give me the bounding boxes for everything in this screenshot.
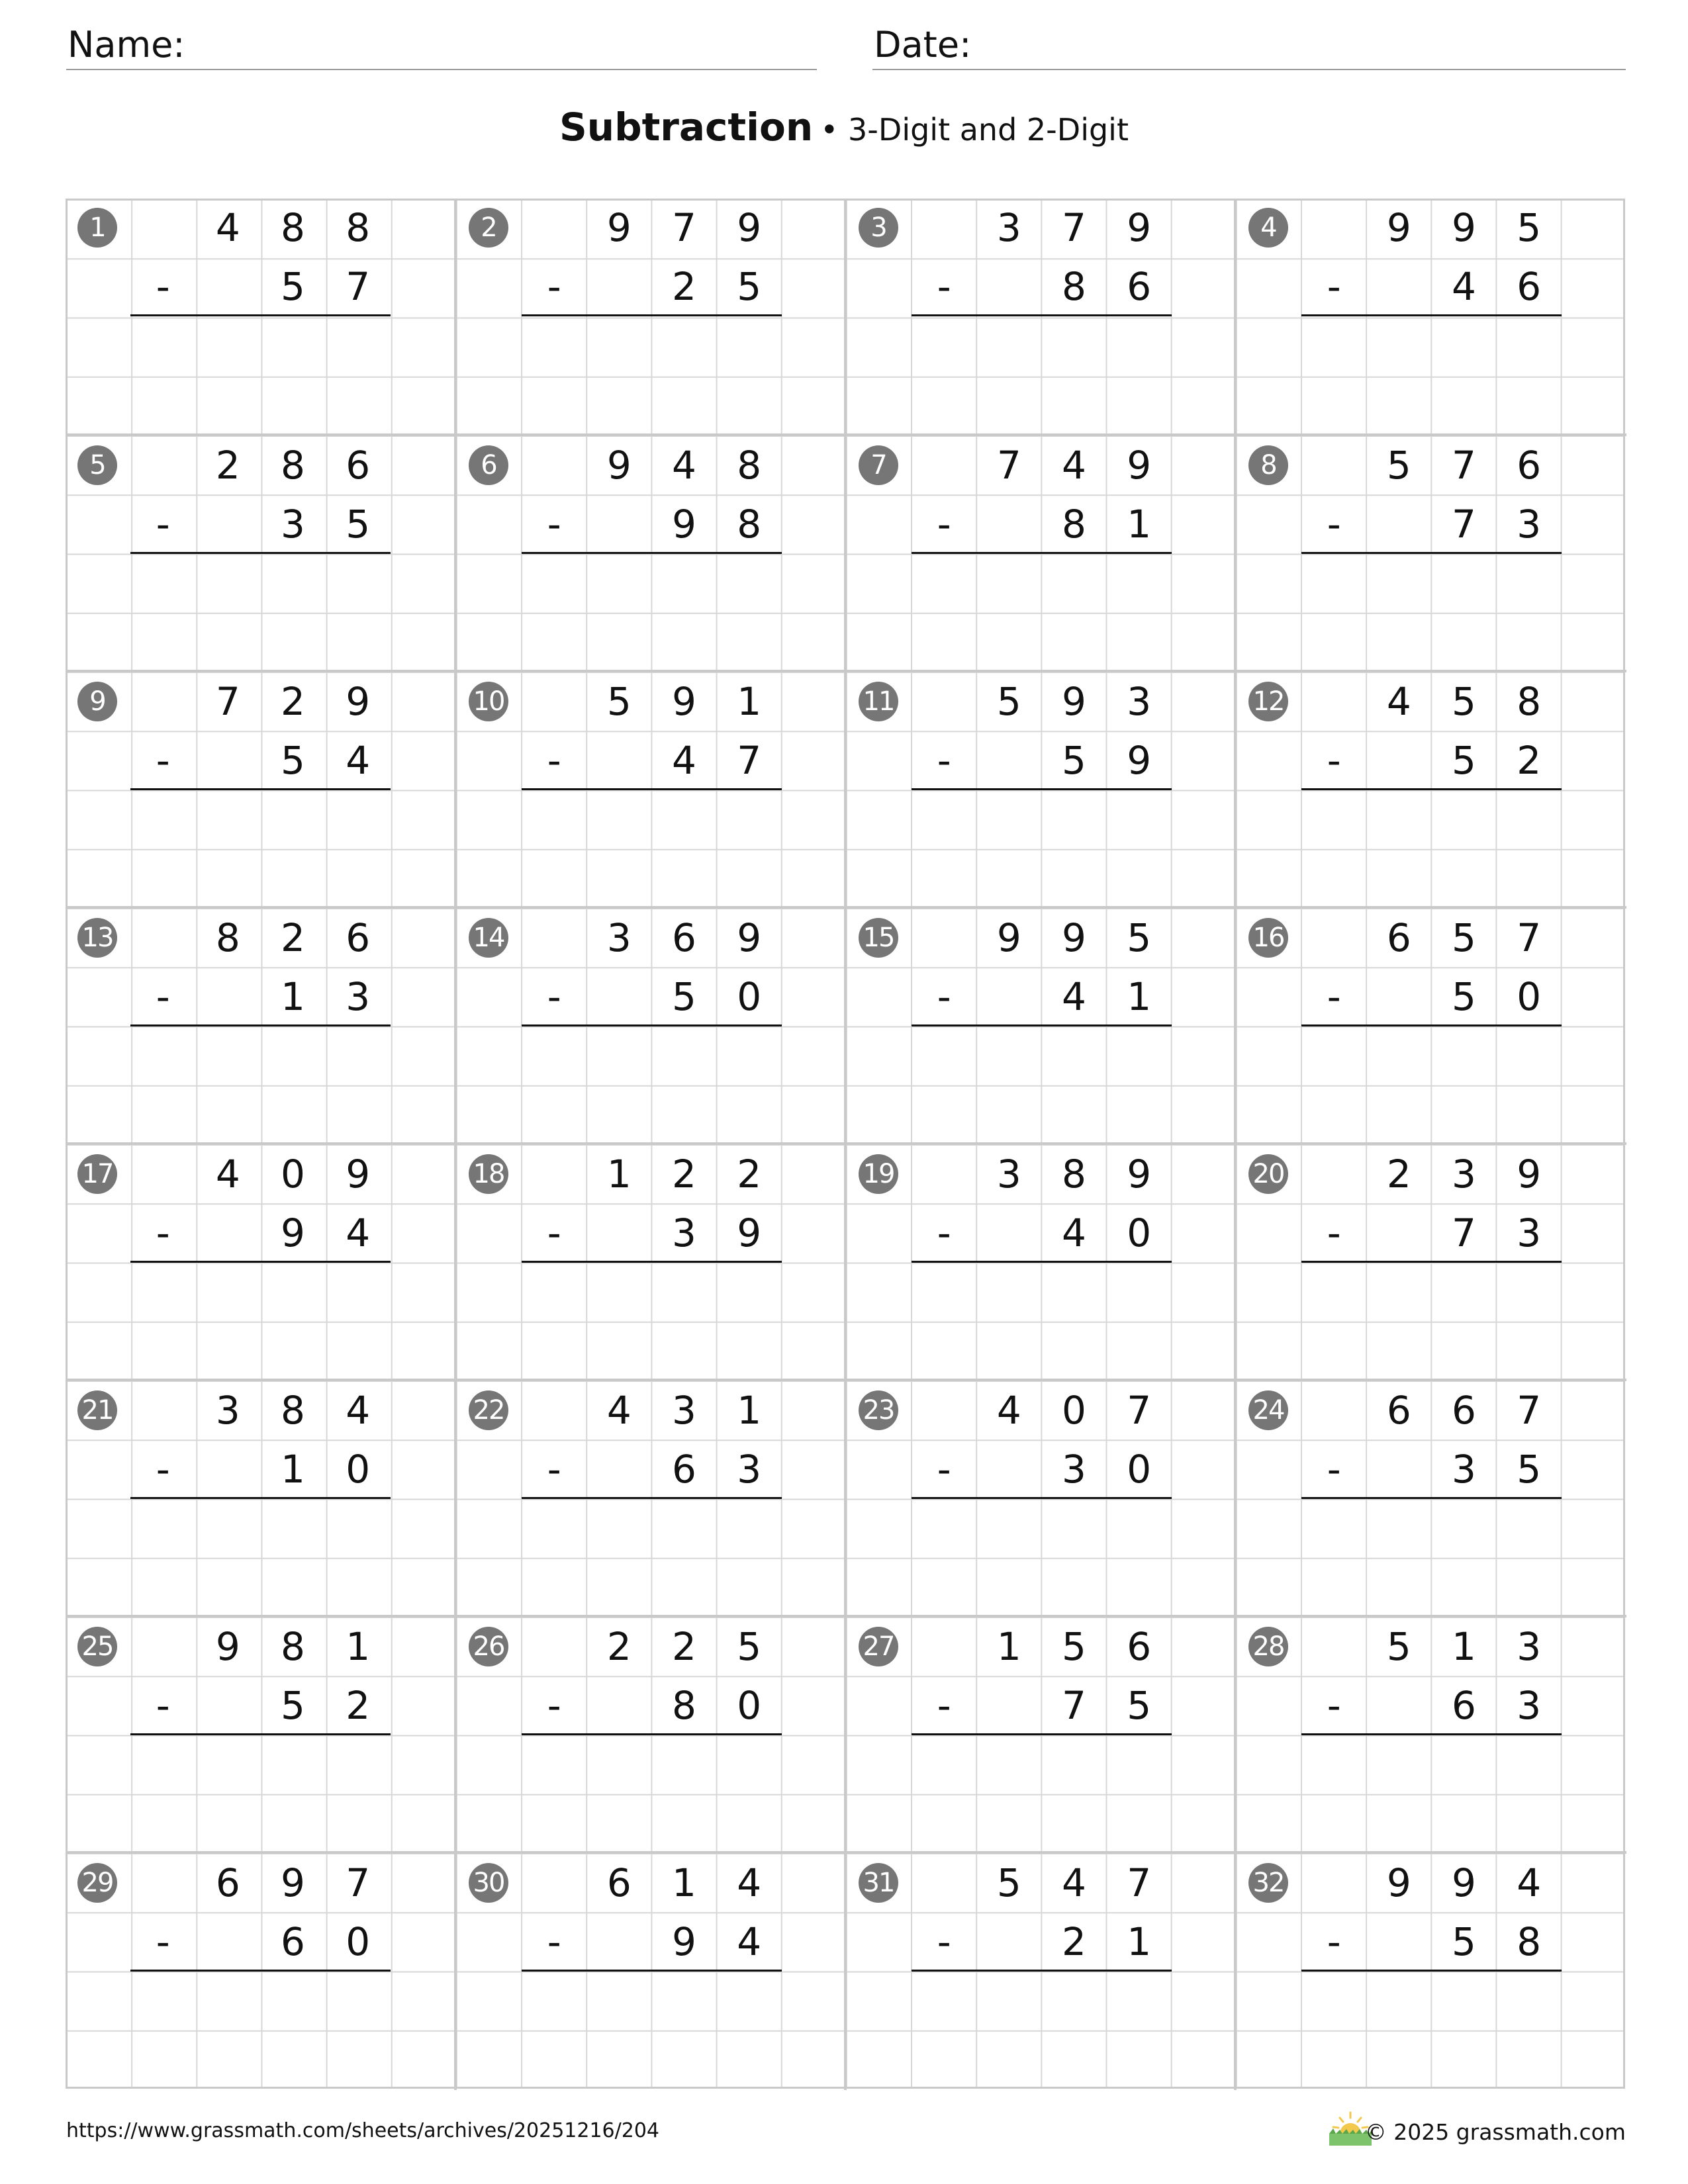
minuend-digit: 8 bbox=[1062, 1152, 1086, 1197]
problem-block bbox=[844, 670, 1237, 909]
minus-sign: - bbox=[937, 738, 951, 784]
subtrahend-digit: 5 bbox=[737, 264, 762, 310]
minuend-digit: 7 bbox=[215, 679, 240, 724]
subtrahend-digit: 6 bbox=[1452, 1683, 1476, 1729]
minuend-digit: 8 bbox=[281, 1388, 305, 1433]
problem-block bbox=[844, 906, 1237, 1145]
minuend-digit: 3 bbox=[1452, 1152, 1476, 1197]
problem-block bbox=[1234, 199, 1626, 435]
problem-block bbox=[66, 906, 455, 1145]
minuend-digit: 4 bbox=[1386, 679, 1411, 724]
subtrahend-digit: 6 bbox=[1127, 264, 1152, 310]
subtrahend-digit: 0 bbox=[737, 974, 762, 1020]
answer-line bbox=[522, 314, 782, 316]
minuend-digit: 9 bbox=[1062, 679, 1086, 724]
minuend-digit: 6 bbox=[1386, 1388, 1411, 1433]
minuend-digit: 7 bbox=[1517, 1388, 1542, 1433]
minuend-digit: 7 bbox=[346, 1860, 371, 1905]
problem-number-badge: 13 bbox=[77, 918, 117, 958]
worksheet-title-row bbox=[0, 105, 1688, 150]
problem-block bbox=[66, 1851, 455, 2090]
subtrahend-digit: 0 bbox=[1127, 1210, 1152, 1256]
minuend-digit: 9 bbox=[1517, 1152, 1542, 1197]
minuend-digit: 7 bbox=[1517, 915, 1542, 960]
minuend-digit: 7 bbox=[1452, 443, 1476, 488]
minuend-digit: 6 bbox=[215, 1860, 240, 1905]
subtrahend-digit: 0 bbox=[346, 1919, 371, 1965]
answer-line bbox=[1301, 1497, 1562, 1499]
subtrahend-digit: 3 bbox=[346, 974, 371, 1020]
minuend-digit: 7 bbox=[672, 205, 696, 250]
answer-line bbox=[1301, 1261, 1562, 1263]
subtrahend-digit: 7 bbox=[1062, 1683, 1086, 1729]
subtrahend-digit: 5 bbox=[1127, 1683, 1152, 1729]
minus-sign: - bbox=[1327, 1210, 1341, 1256]
minuend-digit: 9 bbox=[672, 679, 696, 724]
answer-line bbox=[130, 1024, 391, 1026]
problem-block bbox=[66, 1379, 455, 1617]
problem-number-badge: 15 bbox=[859, 918, 898, 958]
problem-block bbox=[454, 906, 847, 1145]
subtrahend-digit: 9 bbox=[672, 1919, 696, 1965]
minuend-digit: 9 bbox=[1386, 205, 1411, 250]
problem-number-badge: 5 bbox=[77, 445, 117, 485]
minuend-digit: 8 bbox=[346, 205, 371, 250]
answer-line bbox=[1301, 1733, 1562, 1735]
problem-block bbox=[66, 199, 455, 435]
subtrahend-digit: 2 bbox=[1062, 1919, 1086, 1965]
subtrahend-digit: 0 bbox=[1127, 1447, 1152, 1492]
problem-block bbox=[1234, 1851, 1626, 2090]
answer-line bbox=[1301, 1024, 1562, 1026]
answer-line bbox=[522, 788, 782, 790]
minuend-digit: 9 bbox=[1127, 1152, 1152, 1197]
subtrahend-digit: 9 bbox=[281, 1210, 305, 1256]
problem-number-badge: 31 bbox=[859, 1863, 898, 1903]
minuend-digit: 2 bbox=[281, 679, 305, 724]
subtrahend-digit: 3 bbox=[1452, 1447, 1476, 1492]
answer-line bbox=[522, 1261, 782, 1263]
minuend-digit: 1 bbox=[996, 1624, 1021, 1669]
minuend-digit: 6 bbox=[1452, 1388, 1476, 1433]
subtrahend-digit: 4 bbox=[346, 1210, 371, 1256]
problem-block bbox=[1234, 1615, 1626, 1854]
answer-line bbox=[522, 1497, 782, 1499]
minus-sign: - bbox=[156, 1210, 170, 1256]
minus-sign: - bbox=[937, 974, 951, 1020]
minuend-digit: 5 bbox=[1452, 679, 1476, 724]
subtrahend-digit: 2 bbox=[672, 264, 696, 310]
subtrahend-digit: 5 bbox=[1452, 974, 1476, 1020]
minuend-digit: 4 bbox=[1062, 443, 1086, 488]
minus-sign: - bbox=[156, 502, 170, 547]
minuend-digit: 3 bbox=[996, 205, 1021, 250]
minuend-digit: 2 bbox=[1386, 1152, 1411, 1197]
minuend-digit: 5 bbox=[1452, 915, 1476, 960]
subtrahend-digit: 5 bbox=[1062, 738, 1086, 784]
subtrahend-digit: 4 bbox=[672, 738, 696, 784]
problem-number-badge: 22 bbox=[469, 1390, 508, 1430]
minus-sign: - bbox=[547, 1447, 561, 1492]
minus-sign: - bbox=[937, 502, 951, 547]
problem-number-badge: 10 bbox=[469, 682, 508, 721]
problem-number-badge: 3 bbox=[859, 208, 898, 248]
problem-block bbox=[66, 433, 455, 672]
name-field[interactable] bbox=[66, 24, 817, 70]
minuend-digit: 3 bbox=[606, 915, 632, 960]
problem-block bbox=[844, 1379, 1237, 1617]
subtrahend-digit: 7 bbox=[346, 264, 371, 310]
subtrahend-digit: 8 bbox=[672, 1683, 696, 1729]
subtrahend-digit: 5 bbox=[1517, 1447, 1542, 1492]
problem-block bbox=[844, 1851, 1237, 2090]
problem-block bbox=[66, 1142, 455, 1381]
minuend-digit: 0 bbox=[1062, 1388, 1086, 1433]
minuend-digit: 5 bbox=[1386, 443, 1411, 488]
subtrahend-digit: 9 bbox=[672, 502, 696, 547]
minuend-digit: 9 bbox=[1062, 915, 1086, 960]
answer-line bbox=[912, 314, 1172, 316]
minuend-digit: 2 bbox=[215, 443, 240, 488]
minuend-digit: 3 bbox=[1127, 679, 1152, 724]
problem-number-badge: 30 bbox=[469, 1863, 508, 1903]
subtrahend-digit: 4 bbox=[346, 738, 371, 784]
minuend-digit: 9 bbox=[1127, 443, 1152, 488]
problem-block bbox=[66, 670, 455, 909]
name-label: Name: bbox=[68, 24, 185, 66]
problem-number-badge: 9 bbox=[77, 682, 117, 721]
problem-block bbox=[66, 1615, 455, 1854]
minuend-digit: 9 bbox=[1452, 1860, 1476, 1905]
problem-number-badge: 20 bbox=[1248, 1154, 1288, 1194]
subtrahend-digit: 3 bbox=[281, 502, 305, 547]
minuend-digit: 4 bbox=[737, 1860, 762, 1905]
minus-sign: - bbox=[156, 264, 170, 310]
subtrahend-digit: 3 bbox=[672, 1210, 696, 1256]
minus-sign: - bbox=[1327, 1447, 1341, 1492]
minus-sign: - bbox=[1327, 1683, 1341, 1729]
problem-number-badge: 14 bbox=[469, 918, 508, 958]
minuend-digit: 9 bbox=[996, 915, 1021, 960]
problem-block bbox=[1234, 670, 1626, 909]
problem-block bbox=[454, 670, 847, 909]
problem-number-badge: 21 bbox=[77, 1390, 117, 1430]
minus-sign: - bbox=[156, 1683, 170, 1729]
minuend-digit: 4 bbox=[1517, 1860, 1542, 1905]
answer-line bbox=[130, 314, 391, 316]
subtrahend-digit: 5 bbox=[281, 1683, 305, 1729]
problem-number-badge: 26 bbox=[469, 1627, 508, 1666]
problem-number-badge: 19 bbox=[859, 1154, 898, 1194]
problem-number-badge: 24 bbox=[1248, 1390, 1288, 1430]
minuend-digit: 9 bbox=[1127, 205, 1152, 250]
minus-sign: - bbox=[1327, 974, 1341, 1020]
minuend-digit: 1 bbox=[1452, 1624, 1476, 1669]
subtrahend-digit: 3 bbox=[1517, 1683, 1542, 1729]
minuend-digit: 3 bbox=[672, 1388, 696, 1433]
subtrahend-digit: 6 bbox=[281, 1919, 305, 1965]
answer-line bbox=[130, 1497, 391, 1499]
minus-sign: - bbox=[937, 264, 951, 310]
answer-line bbox=[912, 1261, 1172, 1263]
minus-sign: - bbox=[547, 738, 561, 784]
minuend-digit: 3 bbox=[1517, 1624, 1542, 1669]
minus-sign: - bbox=[1327, 264, 1341, 310]
worksheet-subtitle: • 3-Digit and 2-Digit bbox=[820, 112, 1129, 148]
minuend-digit: 2 bbox=[281, 915, 305, 960]
minus-sign: - bbox=[937, 1447, 951, 1492]
subtrahend-digit: 7 bbox=[1452, 1210, 1476, 1256]
answer-line bbox=[522, 1024, 782, 1026]
minuend-digit: 8 bbox=[737, 443, 762, 488]
subtrahend-digit: 8 bbox=[1517, 1919, 1542, 1965]
minuend-digit: 6 bbox=[1386, 915, 1411, 960]
minuend-digit: 6 bbox=[1127, 1624, 1152, 1669]
minus-sign: - bbox=[156, 1447, 170, 1492]
minus-sign: - bbox=[156, 1919, 170, 1965]
minus-sign: - bbox=[1327, 502, 1341, 547]
problem-block bbox=[454, 1142, 847, 1381]
minus-sign: - bbox=[1327, 738, 1341, 784]
answer-line bbox=[912, 1733, 1172, 1735]
problem-number-badge: 32 bbox=[1248, 1863, 1288, 1903]
minus-sign: - bbox=[156, 738, 170, 784]
answer-line bbox=[912, 788, 1172, 790]
answer-line bbox=[522, 552, 782, 554]
problem-number-badge: 12 bbox=[1248, 682, 1288, 721]
answer-line bbox=[912, 1024, 1172, 1026]
subtrahend-digit: 3 bbox=[1517, 502, 1542, 547]
answer-line bbox=[522, 1733, 782, 1735]
subtrahend-digit: 2 bbox=[1517, 738, 1542, 784]
worksheet-title: Subtraction bbox=[559, 105, 814, 150]
answer-line bbox=[912, 1970, 1172, 1972]
subtrahend-digit: 4 bbox=[1452, 264, 1476, 310]
subtrahend-digit: 1 bbox=[1127, 974, 1152, 1020]
problem-number-badge: 2 bbox=[469, 208, 508, 248]
problem-block bbox=[1234, 433, 1626, 672]
minuend-digit: 1 bbox=[737, 679, 762, 724]
subtrahend-digit: 5 bbox=[672, 974, 696, 1020]
subtrahend-digit: 0 bbox=[1517, 974, 1542, 1020]
minus-sign: - bbox=[547, 1683, 561, 1729]
subtrahend-digit: 8 bbox=[1062, 502, 1086, 547]
minuend-digit: 9 bbox=[737, 915, 762, 960]
minuend-digit: 7 bbox=[996, 443, 1021, 488]
answer-line bbox=[130, 788, 391, 790]
date-field[interactable] bbox=[872, 24, 1626, 70]
subtrahend-digit: 7 bbox=[737, 738, 762, 784]
answer-line bbox=[912, 552, 1172, 554]
problem-number-badge: 4 bbox=[1248, 208, 1288, 248]
subtrahend-digit: 5 bbox=[281, 738, 305, 784]
problem-number-badge: 27 bbox=[859, 1627, 898, 1666]
subtrahend-digit: 2 bbox=[346, 1683, 371, 1729]
subtrahend-digit: 0 bbox=[737, 1683, 762, 1729]
answer-line bbox=[522, 1970, 782, 1972]
minuend-digit: 6 bbox=[1517, 443, 1542, 488]
minuend-digit: 8 bbox=[215, 915, 240, 960]
problem-number-badge: 18 bbox=[469, 1154, 508, 1194]
minuend-digit: 9 bbox=[1452, 205, 1476, 250]
answer-line bbox=[1301, 552, 1562, 554]
subtrahend-digit: 1 bbox=[1127, 1919, 1152, 1965]
minuend-digit: 5 bbox=[1127, 915, 1152, 960]
subtrahend-digit: 4 bbox=[1062, 974, 1086, 1020]
subtrahend-digit: 1 bbox=[281, 974, 305, 1020]
problem-block bbox=[454, 1851, 847, 2090]
minuend-digit: 4 bbox=[996, 1388, 1021, 1433]
minuend-digit: 4 bbox=[215, 1152, 240, 1197]
subtrahend-digit: 6 bbox=[672, 1447, 696, 1492]
problem-block bbox=[1234, 906, 1626, 1145]
footer-url: https://www.grassmath.com/sheets/archives/20251216/204 bbox=[66, 2119, 660, 2142]
answer-line bbox=[130, 1733, 391, 1735]
minuend-digit: 2 bbox=[737, 1152, 762, 1197]
minuend-digit: 4 bbox=[1062, 1860, 1086, 1905]
answer-line bbox=[1301, 1970, 1562, 1972]
minuend-digit: 9 bbox=[606, 205, 632, 250]
minuend-digit: 3 bbox=[215, 1388, 240, 1433]
minuend-digit: 2 bbox=[606, 1624, 632, 1669]
minuend-digit: 8 bbox=[281, 443, 305, 488]
minuend-digit: 6 bbox=[346, 443, 371, 488]
minus-sign: - bbox=[937, 1210, 951, 1256]
minuend-digit: 9 bbox=[346, 1152, 371, 1197]
minuend-digit: 8 bbox=[281, 205, 305, 250]
subtrahend-digit: 8 bbox=[737, 502, 762, 547]
minuend-digit: 9 bbox=[215, 1624, 240, 1669]
subtrahend-digit: 9 bbox=[737, 1210, 762, 1256]
minus-sign: - bbox=[547, 1210, 561, 1256]
subtrahend-digit: 1 bbox=[1127, 502, 1152, 547]
subtrahend-digit: 0 bbox=[346, 1447, 371, 1492]
answer-line bbox=[912, 1497, 1172, 1499]
subtrahend-digit: 1 bbox=[281, 1447, 305, 1492]
problem-block bbox=[844, 433, 1237, 672]
problem-block bbox=[1234, 1379, 1626, 1617]
minus-sign: - bbox=[547, 1919, 561, 1965]
minuend-digit: 3 bbox=[996, 1152, 1021, 1197]
minuend-digit: 7 bbox=[1127, 1860, 1152, 1905]
problem-block bbox=[844, 1142, 1237, 1381]
minuend-digit: 4 bbox=[606, 1388, 632, 1433]
minuend-digit: 8 bbox=[281, 1624, 305, 1669]
footer-copyright: © 2025 grassmath.com bbox=[1364, 2119, 1626, 2145]
problem-block bbox=[454, 1615, 847, 1854]
problem-block bbox=[844, 199, 1237, 435]
minuend-digit: 9 bbox=[281, 1860, 305, 1905]
minus-sign: - bbox=[547, 502, 561, 547]
minuend-digit: 5 bbox=[1386, 1624, 1411, 1669]
minuend-digit: 4 bbox=[215, 205, 240, 250]
subtrahend-digit: 8 bbox=[1062, 264, 1086, 310]
minuend-digit: 5 bbox=[1517, 205, 1542, 250]
problem-block bbox=[1234, 1142, 1626, 1381]
minuend-digit: 5 bbox=[996, 1860, 1021, 1905]
minuend-digit: 9 bbox=[1386, 1860, 1411, 1905]
problem-number-badge: 6 bbox=[469, 445, 508, 485]
problem-number-badge: 17 bbox=[77, 1154, 117, 1194]
subtrahend-digit: 4 bbox=[1062, 1210, 1086, 1256]
minuend-digit: 7 bbox=[1062, 205, 1086, 250]
minuend-digit: 1 bbox=[606, 1152, 632, 1197]
answer-line bbox=[130, 1261, 391, 1263]
answer-line bbox=[1301, 788, 1562, 790]
problem-number-badge: 1 bbox=[77, 208, 117, 248]
minuend-digit: 5 bbox=[1062, 1624, 1086, 1669]
subtrahend-digit: 5 bbox=[281, 264, 305, 310]
minuend-digit: 4 bbox=[672, 443, 696, 488]
answer-line bbox=[130, 552, 391, 554]
minuend-digit: 1 bbox=[346, 1624, 371, 1669]
minuend-digit: 2 bbox=[672, 1152, 696, 1197]
minuend-digit: 5 bbox=[737, 1624, 762, 1669]
problem-block bbox=[844, 1615, 1237, 1854]
problem-block bbox=[454, 433, 847, 672]
minuend-digit: 2 bbox=[672, 1624, 696, 1669]
subtrahend-digit: 3 bbox=[737, 1447, 762, 1492]
problem-number-badge: 16 bbox=[1248, 918, 1288, 958]
minus-sign: - bbox=[547, 264, 561, 310]
minuend-digit: 5 bbox=[996, 679, 1021, 724]
subtrahend-digit: 4 bbox=[737, 1919, 762, 1965]
minuend-digit: 1 bbox=[672, 1860, 696, 1905]
subtrahend-digit: 6 bbox=[1517, 264, 1542, 310]
minus-sign: - bbox=[156, 974, 170, 1020]
minus-sign: - bbox=[1327, 1919, 1341, 1965]
problem-number-badge: 7 bbox=[859, 445, 898, 485]
answer-line bbox=[130, 1970, 391, 1972]
problem-number-badge: 28 bbox=[1248, 1627, 1288, 1666]
minuend-digit: 6 bbox=[606, 1860, 632, 1905]
subtrahend-digit: 7 bbox=[1452, 502, 1476, 547]
minuend-digit: 6 bbox=[672, 915, 696, 960]
problem-number-badge: 23 bbox=[859, 1390, 898, 1430]
minuend-digit: 0 bbox=[281, 1152, 305, 1197]
problem-number-badge: 25 bbox=[77, 1627, 117, 1666]
subtrahend-digit: 5 bbox=[1452, 1919, 1476, 1965]
problem-number-badge: 11 bbox=[859, 682, 898, 721]
minuend-digit: 7 bbox=[1127, 1388, 1152, 1433]
problem-block bbox=[454, 1379, 847, 1617]
minuend-digit: 5 bbox=[606, 679, 632, 724]
minuend-digit: 9 bbox=[606, 443, 632, 488]
problem-number-badge: 29 bbox=[77, 1863, 117, 1903]
minus-sign: - bbox=[937, 1683, 951, 1729]
answer-line bbox=[1301, 314, 1562, 316]
subtrahend-digit: 3 bbox=[1062, 1447, 1086, 1492]
subtrahend-digit: 5 bbox=[1452, 738, 1476, 784]
minus-sign: - bbox=[937, 1919, 951, 1965]
minuend-digit: 9 bbox=[346, 679, 371, 724]
problem-block bbox=[454, 199, 847, 435]
subtrahend-digit: 9 bbox=[1127, 738, 1152, 784]
date-label: Date: bbox=[874, 24, 972, 66]
subtrahend-digit: 3 bbox=[1517, 1210, 1542, 1256]
minuend-digit: 6 bbox=[346, 915, 371, 960]
worksheet-grid bbox=[66, 199, 1625, 2089]
problem-number-badge: 8 bbox=[1248, 445, 1288, 485]
minuend-digit: 8 bbox=[1517, 679, 1542, 724]
subtrahend-digit: 5 bbox=[346, 502, 371, 547]
minus-sign: - bbox=[547, 974, 561, 1020]
minuend-digit: 9 bbox=[737, 205, 762, 250]
minuend-digit: 4 bbox=[346, 1388, 371, 1433]
minuend-digit: 1 bbox=[737, 1388, 762, 1433]
